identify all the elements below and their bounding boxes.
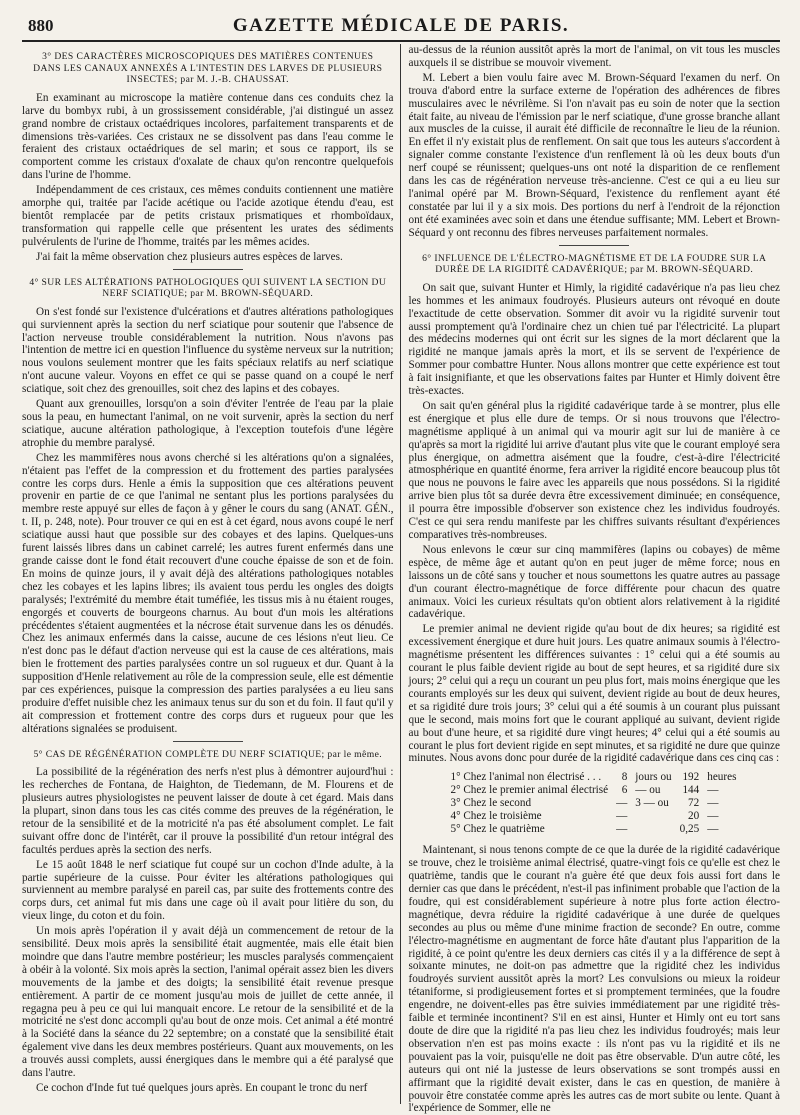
section-heading-5: 5° CAS DE RÉGÉNÉRATION COMPLÈTE DU NERF SCIATIQUE; par le même. (33, 748, 383, 760)
table-row (446, 810, 740, 823)
paragraph: M. Lebert a bien voulu faire avec M. Brown-Séquard l'examen du nerf. On trouva d'abord entre la surface externe de l'opération des adhérences de fibres musculaires avec le névrilème. Si l'on n'avait pas eu soin de noter que la section était faite, au niveau de l'émission par le nerf sciatique, d'une grosse branche allant aux muscles de la cuisse, il aurait été difficile de reconnaître le lieu de la réunion. En effet il n'y existait plus de renflement. On sait que tous les auteurs s'accordent à signaler comme constante l'existence d'un renflement là où les deux bouts d'un nerf coupé se réunissent; quelques-uns ont noté la disparition de ce renflement dans les cas de régénération nerveuse très-ancienne. C'est ce qui a eu lieu sur l'animal opéré par M. Brown-Séquard, l'existence du renflement ayant été constatée par lui il y a six mois. Des portions du nerf à l'endroit de la réjonction ont été examinées avec soin et dans une étendue suffisante; MM. Lebert et Brown-Séquard y ont reconnu des fibres nerveuses parfaitement normales. (408, 71, 780, 239)
rigidity-duration-table (446, 771, 740, 836)
table-cell: — (616, 810, 628, 823)
paragraph: Quant aux grenouilles, lorsqu'on a soin d'éviter l'entrée de l'eau par la plaie sous la peau, en humectant l'animal, on ne voit survenir, après la section du nerf sciatique, aucune altération pathologique, à l'exception toutefois d'une légère atrophie du membre paralysé. (22, 398, 394, 449)
section-divider (173, 269, 243, 270)
table-cell: jours ou (635, 771, 672, 784)
paragraph: Un mois après l'opération il y avait déjà un commencement de retour de la sensibilité. Deux mois après la sensibilité était augmentée, mais elle était bien moindre que dans l'autre membre postérieur; les muscles paralysés commençaient à obéir à la volonté. Six mois après la section, l'animal opérait assez bien les divers mouvements de la jambe et des doigts; la sensibilité était revenue presque entièrement. A partir de ce moment jusqu'au mois de juillet de cette année, il regagna peu à peu ce qui lui manquait encore. Le retour de la sensibilité et de la motricité ne s'est donc accompli qu'au bout de onze mois. Cet animal a été montré à la Société dans la séance du 22 septembre; on a constaté que la sensibilité était également vive dans les deux membres postérieurs. Quant aux mouvements, on les a trouvés aussi complets, aussi énergiques dans le membre qui a été paralysé que dans l'autre. (22, 925, 394, 1080)
paragraph: au-dessus de la réunion aussitôt après la mort de l'animal, on vit tous les muscles auxquels il se distribue se mouvoir vivement. (408, 44, 780, 69)
table-row (446, 784, 740, 797)
journal-title: GAZETTE MÉDICALE DE PARIS. (232, 15, 570, 36)
running-head (22, 10, 780, 42)
table-cell: 3 — ou (635, 797, 669, 810)
section-divider (559, 245, 629, 246)
paragraph: On sait qu'en général plus la rigidité cadavérique tarde à se montrer, plus elle est énergique et plus elle dure de temps. Or si nous trouvons que l'électro-magnétisme appliqué à un animal qui va mourir agit sur lui de manière à ce qu'après sa mort la rigidité lui arrive d'autant plus vite que le courant employé sera plus énergique, on admettra aisément que la foudre, c'est-à-dire l'électricité atmosphérique en quantité énorme, fera arriver la rigidité encore beaucoup plus tôt que nous ne pouvons le faire avec les appareils que nous possédons. Si la rigidité arrive bien plus tôt sa durée devra être excessivement diminuée; en conséquence, il pourra être impossible d'observer son existence chez les individus foudroyés. C'est ce qui sera rendu manifeste par les chiffres suivants résultant d'expériences comparatives très-nombreuses. (408, 399, 780, 541)
table-cell: — (616, 823, 628, 836)
table-cell: — (616, 797, 628, 810)
table-cell: — (707, 810, 719, 823)
paragraph: Le 15 août 1848 le nerf sciatique fut coupé sur un cochon d'Inde adulte, à la partie supérieure de la cuisse. Pour éviter les altérations pathologiques qui surviennent au membre paralysé en pareil cas, par suite des frottements contre des corps durs, cet animal fut mis dans une cage où il avait pour litière du son, du vieux linge, du coton et du foin. (22, 858, 394, 923)
table-cell: — ou (635, 784, 661, 797)
table-cell: 6 (621, 784, 628, 797)
table-cell: 192 (682, 771, 700, 784)
table-cell: 3° Chez le second (450, 797, 532, 810)
table-cell: — (707, 797, 719, 810)
section-heading-3: 3° DES CARACTÈRES MICROSCOPIQUES DES MATIÈRES CONTENUES DANS LES CANAUX ANNEXÉS A L'INTESTIN DES LARVES DE PLUSIEURS INSECTES; par M. J.-B. CHAUSSAT. (33, 51, 383, 86)
table-cell: heures (707, 771, 737, 784)
table-cell (631, 823, 675, 836)
right-column (400, 44, 780, 1115)
table-cell (631, 810, 675, 823)
table-cell: 0,25 (679, 823, 700, 836)
section-heading-4: 4° SUR LES ALTÉRATIONS PATHOLOGIQUES QUI SUIVENT LA SECTION DU NERF SCIATIQUE; par M. BROWN-SÉQUARD. (29, 276, 387, 300)
table-cell: 2° Chez le premier animal électrisé (450, 784, 609, 797)
paragraph: Nous enlevons le cœur sur cinq mammifères (lapins ou cobayes) de même espèce, de même âge et autant qu'on en peut juger de même force; nous en laissons un de côté sans y toucher et nous soumettons les quatre autres au passage d'un courant électro-magnétique de force différente pour chacun des quatre animaux. Voici les curieux résultats qu'on obtient alors relativement à la rigidité cadavérique. (408, 543, 780, 621)
section-divider (173, 741, 243, 742)
paragraph: On s'est fondé sur l'existence d'ulcérations et d'autres altérations pathologiques qui surviennent après la section du nerf sciatique pour soutenir que l'absence de l'action nerveuse trouble considérablement la nutrition. Nous n'avons pas l'intention de mettre ici en question l'influence du système nerveux sur la nutrition; nous voulons seulement montrer que les faits spéciaux relatifs au nerf sciatique n'ont aucune valeur. Voyons en effet ce qui se passe quand on a coupé le nerf sciatique, soit chez des grenouilles, soit chez des lapins et des cobayes. (22, 305, 394, 396)
paragraph: J'ai fait la même observation chez plusieurs autres espèces de larves. (36, 250, 343, 263)
table-cell: — (707, 823, 719, 836)
table-row (446, 823, 740, 836)
paragraph: Maintenant, si nous tenons compte de ce que la durée de la rigidité cadavérique se trouve, chez le troisième animal électrisé, quatre-vingt fois ce qu'elle est chez le quatrième, tandis que le courant n'a guère été que deux fois aussi fort dans le dernier cas que dans le précédent, n'est-il pas infiniment probable que l'action de la foudre, qui est considérablement supérieure à notre plus forte action électro-magnétique, devra réduire la rigidité cadavérique à une durée de quelques secondes au plus ou même d'une minime fraction de seconde? En outre, comme l'électro-magnétisme en augmentant de force hâte d'autant plus l'apparition de la rigidité, à ce point qu'entre les deux derniers cas cités il y a la différence de sept à soixante minutes, ne doit-on pas admettre que la rigidité chez les individus foudroyés survient aussitôt après la mort? Les convulsions ou mieux la roideur tétaniforme, si prodigieusement fortes et si promptement terminées, que la foudre engendre, ne doivent-elles pas être suivies immédiatement par une rigidité très-faible et terminée incontinent? S'il en est ainsi, Hunter et Himly ont eu tort sans doute de dire que la rigidité n'a pas lieu chez les individus foudroyés; mais leur observation n'en est pas moins exacte : ils n'ont pas vu la rigidité et ils ne pouvaient pas la voir, puisqu'elle ne doit pas être observable. D'un autre côté, les auteurs qui ont nié la justesse de leurs observations se sont trompés aussi en affirmant que la rigidité devait exister, dans le cas en question, de manière à pouvoir être constatée comme après les autres cas de mort subite ou lente. Quant à l'expérience de Sommer, elle ne (408, 844, 780, 1115)
paragraph: La possibilité de la régénération des nerfs n'est plus à démontrer aujourd'hui : les recherches de Fontana, de Haighton, de Tiedemann, de M. Flourens et de plusieurs autres physiologistes ne peuvent laisser de doute à cet égard. Mais dans la plupart, sinon dans tous les cas cités comme des preuves de la régénération, le retour de la sensibilité et de la motricité n'a pas été absolument complet. Le fait suivant offre donc de l'intérêt, car il prouve la possibilité d'un retour intégral des facultés perdues après la section des nerfs. (22, 766, 394, 856)
page-number: 880 (28, 16, 54, 35)
paragraph: En examinant au microscope la matière contenue dans ces conduits chez la larve du bombyx rubi, à un grossissement considérable, j'ai distingué un assez grand nombre de cristaux octaédriques incolores, parfaitement transparents et de dimensions très-variées. Ces cristaux ne se dissolvent pas dans l'eau comme le feraient des cristaux octaédriques de sel marin; et sous ce rapport, ils se comportent comme les cristaux d'oxalate de chaux qu'on rencontre quelquefois dans l'urine de l'homme. (22, 91, 394, 182)
section-heading-6: 6° INFLUENCE DE L'ÉLECTRO-MAGNÉTISME ET DE LA FOUDRE SUR LA DURÉE DE LA RIGIDITÉ CADAVÉRIQUE; par M. BROWN-SÉQUARD. (422, 252, 767, 276)
paragraph: On sait que, suivant Hunter et Himly, la rigidité cadavérique n'a pas lieu chez les hommes et les animaux foudroyés. Plusieurs auteurs ont révoqué en doute l'exactitude de cette observation. Sommer dit avoir vu la rigidité survenir tout aussi promptement qu'à l'ordinaire chez un chien tué par l'électricité. La plupart des médecins modernes qui ont écrit sur les signes de la mort déclarent que la rigidité ne manque jamais après la mort, et ils se servent de l'expérience de Sommer pour combattre Hunter. Nous allons montrer que cette expérience est tout à fait insignifiante, et que les observations faites par Hunter et Himly doivent être très-exactes. (408, 281, 780, 398)
table-cell: — (707, 784, 719, 797)
paragraph: Indépendamment de ces cristaux, ces mêmes conduits contiennent une matière amorphe qui, traitée par l'acide acétique ou l'acide azotique étendu d'eau, est bientôt remplacée par de petits cristaux prismatiques et rhomboïdaux, transformation qui rappelle celle que présentent les urates des sédiments pulvérulents de l'urine de l'homme, traités par les mêmes acides. (22, 184, 394, 248)
table-cell: 5° Chez le quatrième (450, 823, 545, 836)
table-cell: 4° Chez le troisième (450, 810, 542, 823)
paragraph: Ce cochon d'Inde fut tué quelques jours après. En coupant le tronc du nerf (36, 1082, 368, 1094)
table-cell: 144 (682, 784, 700, 797)
table-row (446, 797, 740, 810)
table-cell: 1° Chez l'animal non électrisé . . . (450, 771, 602, 784)
table-row (446, 771, 740, 784)
left-column (22, 44, 400, 1104)
table-cell: 20 (688, 810, 700, 823)
text-columns (22, 44, 780, 1115)
paragraph: Chez les mammifères nous avons cherché si les altérations qu'on a signalées, n'étaient pas l'effet de la compression et du frottement des parties paralysées contre les corps durs. Henle a émis la supposition que ces altérations peuvent provenir en partie de ce que l'animal ne sentant plus les portions paralysées du membre reste appuyé sur elles de façon à y gêner le cours du sang (ANAT. GÉN., t. II, p. 248, note). Pour trouver ce qui en est à cet égard, nous avons coupé le nerf sciatique aussi haut que possible sur des cobayes et des lapins. Quelques-uns furent laissés libres dans un cabinet carrelé; les autres furent enfermés dans une grande caisse dont le fond était recouvert d'une couche épaisse de son et de foin. En moins de quinze jours, il y avait déjà des altérations pathologiques notables chez les cobayes et les lapins libres; ils avaient tous perdu les ongles des doigts paralysés; l'extrémité du membre était tuméfiée, les tissus mis à nu étaient rouges, engorgés et couverts de bourgeons charnus. Au bout d'un mois les altérations précédentes s'étaient augmentées et la nécrose était survenue dans les os dénudés. Chez les animaux enfermés dans la caisse, aucune de ces lésions n'eut lieu. Ce n'est donc pas le défaut d'action nerveuse qui est la cause de ces altérations, mais bien le frottement des parties paralysées contre un sol rugueux et dur. Quant à la supposition d'Henle relativement au rôle de la compression seule, elle est démentie par ces expériences, puisque la compression des parties paralysées a eu lieu sans produire d'effet nuisible chez les animaux tenus sur du son et du foin. Il faut qu'il y ait compression et frottement contre des corps durs et rugueux pour que les altérations signalées se produisent. (22, 451, 394, 735)
table-cell: 72 (688, 797, 700, 810)
paragraph: Le premier animal ne devient rigide qu'au bout de dix heures; sa rigidité est excessivement énergique et dure huit jours. Les quatre animaux soumis à l'électro-magnétisme présentent les différences suivantes : 1° celui qui a été soumis au courant le plus faible devient rigide au bout de sept heures, et sa rigidité dure six jours; 2° celui qui a reçu un courant un peu plus fort, mais moins énergique que les courants employés sur les deux qui suivent, devient rigide au bout de deux heures, et sa rigidité dure trois jours; 3° celui qui a été soumis à un courant plus puissant que le second, mais moins fort que le courant appliqué au suivant, devient rigide au bout d'une heure, et sa rigidité dure vingt heures; 4° celui qui a été soumis au courant le plus fort devient rigide en sept minutes, et sa rigidité ne dure que quinze minutes. Nous avons donc pour durée de la rigidité cadavérique dans ces cinq cas : (408, 623, 780, 765)
table-cell: 8 (621, 771, 628, 784)
